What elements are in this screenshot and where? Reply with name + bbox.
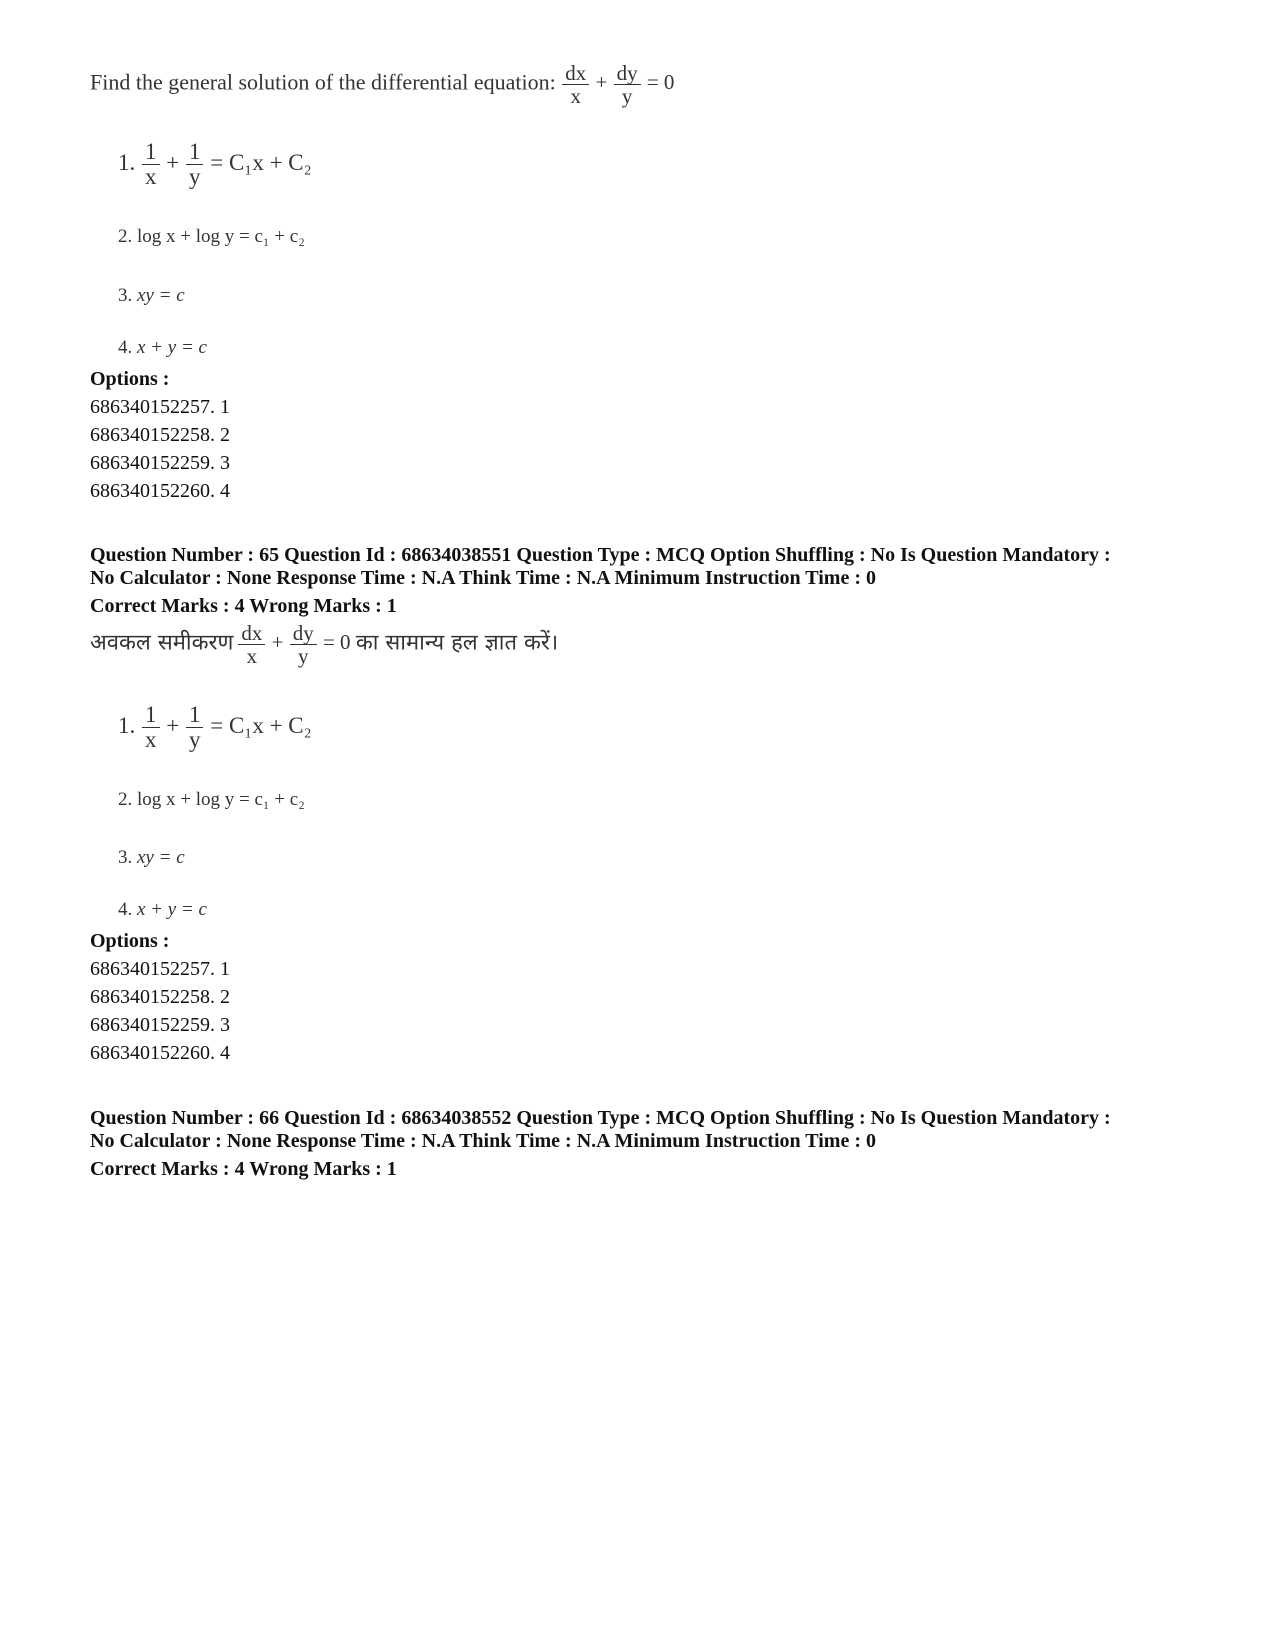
question-intro-hindi: अवकल समीकरण — [90, 630, 234, 656]
question-65-stem — [90, 622, 558, 667]
question-header-line2: No Calculator : None Response Time : N.A Think Time : N.A Minimum Instruction Time : 0 — [90, 1130, 876, 1152]
question-intro: Find the general solution of the differential equation: — [90, 69, 556, 95]
option-item: 686340152260. 4 — [90, 480, 230, 502]
option-item: 686340152259. 3 — [90, 452, 230, 474]
choice-1: 1. $\frac{1}{x}$ + $\frac{1}{y}$ = C₁x + C₂ — [118, 139, 312, 190]
differential-equation: $\frac{dx}{x}$ + $\frac{dy}{y}$ = 0 — [561, 70, 674, 94]
differential-equation: $\frac{dx}{x}$ + $\frac{dy}{y}$ = 0 — [237, 630, 355, 654]
choice-4: 4. x + y = c — [118, 899, 207, 920]
option-item: 686340152259. 3 — [90, 1014, 230, 1036]
question-header-line1: Question Number : 66 Question Id : 68634038552 Question Type : MCQ Option Shuffling : No Is Question Mandatory : — [90, 1107, 1111, 1129]
choice-2: 2. log x + log y = c₁ + c₂ — [118, 789, 305, 810]
choice-4: 4. x + y = c — [118, 337, 207, 358]
question-64-stem — [90, 62, 674, 107]
choice-1: 1. $\frac{1}{x}$ + $\frac{1}{y}$ = C₁x + C₂ — [118, 702, 312, 753]
choice-3: 3. xy = c — [118, 847, 185, 868]
question-marks: Correct Marks : 4 Wrong Marks : 1 — [90, 1158, 397, 1180]
option-item: 686340152257. 1 — [90, 396, 230, 418]
option-item: 686340152257. 1 — [90, 958, 230, 980]
question-header-line1: Question Number : 65 Question Id : 68634038551 Question Type : MCQ Option Shuffling : No Is Question Mandatory : — [90, 544, 1111, 566]
options-heading: Options : — [90, 930, 170, 952]
option-item: 686340152258. 2 — [90, 986, 230, 1008]
choice-3: 3. xy = c — [118, 285, 185, 306]
option-item: 686340152258. 2 — [90, 424, 230, 446]
question-marks: Correct Marks : 4 Wrong Marks : 1 — [90, 595, 397, 617]
question-outro-hindi: का सामान्य हल ज्ञात करें। — [355, 630, 559, 656]
choice-2: 2. log x + log y = c₁ + c₂ — [118, 226, 305, 247]
options-heading: Options : — [90, 368, 170, 390]
option-item: 686340152260. 4 — [90, 1042, 230, 1064]
question-header-line2: No Calculator : None Response Time : N.A Think Time : N.A Minimum Instruction Time : 0 — [90, 567, 876, 589]
